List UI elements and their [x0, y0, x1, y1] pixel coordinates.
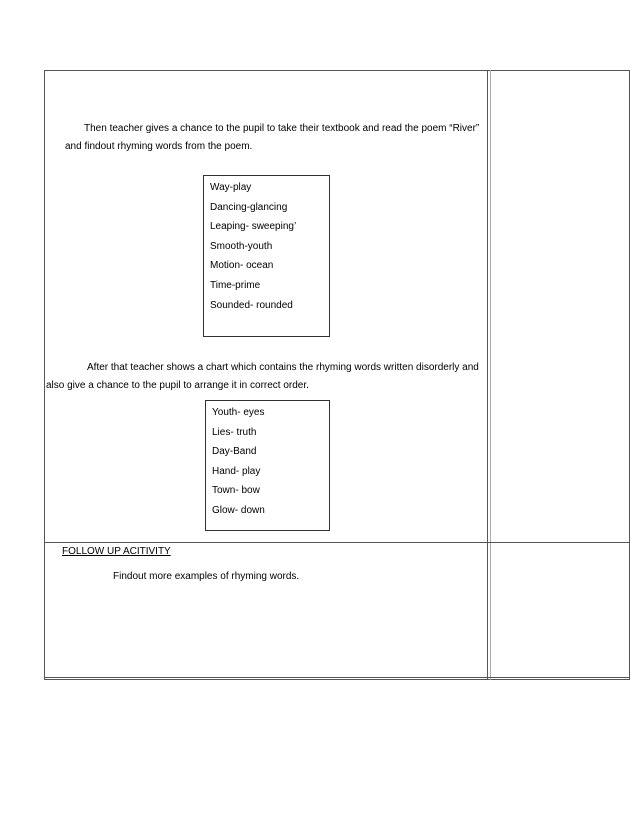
follow-up-heading: FOLLOW UP ACITIVITY: [62, 546, 171, 557]
paragraph-1-line-1: Then teacher gives a chance to the pupil to take their textbook and read the poem “River”: [84, 123, 480, 134]
rhyme-item: Leaping- sweeping’: [210, 221, 297, 233]
column-divider-inner: [490, 70, 491, 680]
chart-item: Hand- play: [212, 465, 261, 477]
disorderly-words-chart: [205, 400, 330, 531]
row-divider: [44, 542, 630, 543]
rhyming-words-box: [203, 175, 330, 337]
rhyme-item: Motion- ocean: [210, 260, 274, 272]
paragraph-2-line-1: After that teacher shows a chart which contains the rhyming words written disorderly and: [87, 362, 479, 373]
chart-item: Day-Band: [212, 446, 257, 458]
chart-item: Glow- down: [212, 504, 265, 516]
chart-item: Lies- truth: [212, 426, 257, 438]
rhyme-item: Way-play: [210, 182, 252, 193]
bottom-border: [44, 677, 630, 678]
chart-item: Town- bow: [212, 485, 260, 497]
chart-item: Youth- eyes: [212, 407, 265, 418]
follow-up-text: Findout more examples of rhyming words.: [113, 571, 300, 582]
rhyme-item: Time-prime: [210, 279, 261, 291]
rhyme-item: Sounded- rounded: [210, 299, 293, 311]
rhyme-item: Dancing-glancing: [210, 201, 288, 213]
rhyme-item: Smooth-youth: [210, 240, 273, 252]
paragraph-1-line-2: and findout rhyming words from the poem.: [65, 141, 253, 152]
column-divider: [487, 70, 488, 680]
paragraph-2-line-2: also give a chance to the pupil to arrange it in correct order.: [46, 380, 309, 391]
